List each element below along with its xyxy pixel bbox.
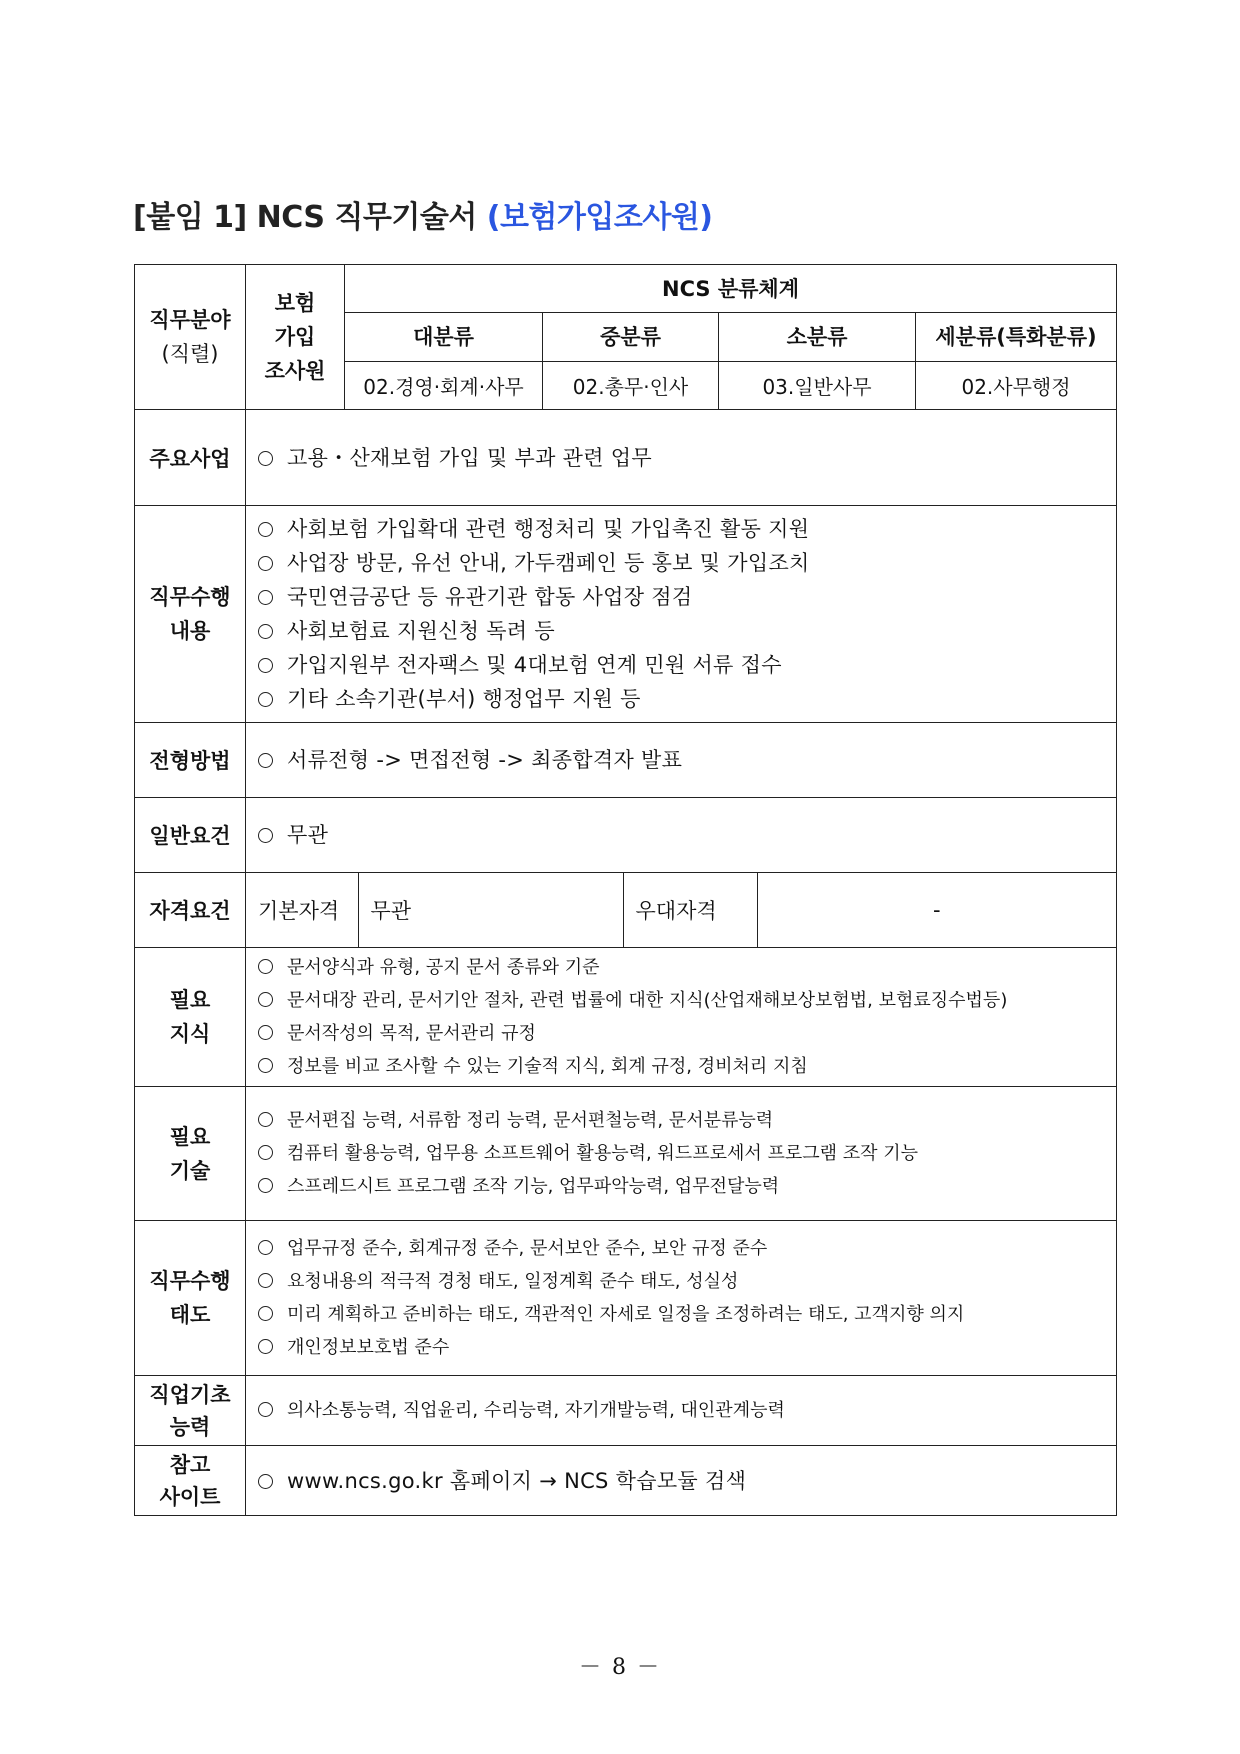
list-item: 사회보험료 지원신청 독려 등 — [258, 614, 1104, 648]
qualification-inner-table — [246, 873, 1116, 947]
main-business-label: 주요사업 — [135, 410, 246, 506]
general-req-label: 일반요건 — [135, 798, 246, 873]
circle-bullet-icon — [258, 692, 273, 707]
pref-qual-value: - — [932, 898, 941, 922]
skills-content — [246, 1087, 1117, 1221]
skills-label — [135, 1087, 246, 1221]
col-major: 대분류 — [345, 313, 543, 362]
circle-bullet-icon — [258, 1025, 273, 1040]
field-label-cell — [135, 265, 246, 410]
list-item: 개인정보보호법 준수 — [258, 1331, 1104, 1364]
circle-bullet-icon — [258, 624, 273, 639]
position-line-1: 보험 — [274, 291, 316, 315]
circle-bullet-icon — [258, 1402, 273, 1417]
circle-bullet-icon — [258, 1178, 273, 1193]
circle-bullet-icon — [258, 1112, 273, 1127]
qualification-label: 자격요건 — [135, 873, 246, 948]
val-middle: 02.총무·인사 — [543, 362, 719, 410]
reference-label — [135, 1446, 246, 1516]
duties-label-2: 내용 — [169, 619, 211, 643]
duties-content — [246, 506, 1117, 723]
circle-bullet-icon — [258, 556, 273, 571]
position-cell — [246, 265, 345, 410]
list-item: 컴퓨터 활용능력, 업무용 소프트웨어 활용능력, 워드프로세서 프로그램 조작 기능 — [258, 1137, 1104, 1170]
circle-bullet-icon — [258, 590, 273, 605]
list-item: 문서양식과 유형, 공지 문서 종류와 기준 — [258, 951, 1104, 984]
col-detail: 세분류(특화분류) — [916, 313, 1117, 362]
circle-bullet-icon — [258, 1306, 273, 1321]
basic-ability-label — [135, 1376, 246, 1446]
list-item: 무관 — [258, 818, 1104, 852]
selection-label: 전형방법 — [135, 723, 246, 798]
circle-bullet-icon — [258, 1240, 273, 1255]
skills-label-1: 필요 — [169, 1124, 211, 1149]
circle-bullet-icon — [258, 828, 273, 843]
list-item: 기타 소속기관(부서) 행정업무 지원 등 — [258, 682, 1104, 716]
knowledge-content — [246, 948, 1117, 1087]
list-item: 정보를 비교 조사할 수 있는 기술적 지식, 회계 규정, 경비처리 지침 — [258, 1050, 1104, 1083]
circle-bullet-icon — [258, 1273, 273, 1288]
attitude-label — [135, 1221, 246, 1376]
reference-label-2: 사이트 — [159, 1484, 221, 1509]
duties-label-1: 직무수행 — [149, 585, 231, 609]
basic-qual-value: 무관 — [358, 873, 623, 947]
knowledge-label — [135, 948, 246, 1087]
circle-bullet-icon — [258, 753, 273, 768]
list-item: 고용・산재보험 가입 및 부과 관련 업무 — [258, 441, 1104, 475]
list-item: 문서대장 관리, 문서기안 절차, 관련 법률에 대한 지식(산업재해보상보험법, 보험료징수법등) — [258, 984, 1104, 1017]
qualification-content — [246, 873, 1117, 948]
circle-bullet-icon — [258, 1339, 273, 1354]
selection-content — [246, 723, 1117, 798]
reference-label-1: 참고 — [169, 1452, 211, 1477]
circle-bullet-icon — [258, 959, 273, 974]
col-minor: 소분류 — [719, 313, 916, 362]
knowledge-label-1: 필요 — [169, 988, 211, 1012]
basic-ability-label-1: 직업기초 — [149, 1382, 231, 1407]
knowledge-label-2: 지식 — [169, 1022, 211, 1046]
val-major: 02.경영·회계·사무 — [345, 362, 543, 410]
ncs-classification-header: NCS 분류체계 — [345, 265, 1117, 313]
job-description-table — [134, 264, 1117, 1516]
circle-bullet-icon — [258, 1145, 273, 1160]
main-business-content — [246, 410, 1117, 506]
circle-bullet-icon — [258, 992, 273, 1007]
basic-qual-label: 기본자격 — [246, 873, 358, 947]
list-item: 사업장 방문, 유선 안내, 가두캠페인 등 홍보 및 가입조치 — [258, 546, 1104, 580]
reference-content — [246, 1446, 1117, 1516]
position-line-2: 가입 — [274, 325, 316, 349]
list-item: www.ncs.go.kr 홈페이지 → NCS 학습모듈 검색 — [258, 1464, 1104, 1498]
list-item: 문서편집 능력, 서류함 정리 능력, 문서편철능력, 문서분류능력 — [258, 1104, 1104, 1137]
list-item: 가입지원부 전자팩스 및 4대보험 연계 민원 서류 접수 — [258, 648, 1104, 682]
attitude-label-2: 태도 — [169, 1303, 211, 1327]
val-detail: 02.사무행정 — [916, 362, 1117, 410]
attitude-content — [246, 1221, 1117, 1376]
circle-bullet-icon — [258, 1474, 273, 1489]
col-middle: 중분류 — [543, 313, 719, 362]
title-prefix: [붙임 1] NCS 직무기술서 — [133, 200, 487, 235]
basic-ability-content — [246, 1376, 1117, 1446]
title-accent: (보험가입조사원) — [486, 200, 713, 235]
document-title — [133, 192, 713, 236]
val-minor: 03.일반사무 — [719, 362, 916, 410]
field-label-2: (직렬) — [161, 342, 219, 366]
skills-label-2: 기술 — [169, 1158, 211, 1183]
circle-bullet-icon — [258, 451, 273, 466]
list-item: 문서작성의 목적, 문서관리 규정 — [258, 1017, 1104, 1050]
list-item: 사회보험 가입확대 관련 행정처리 및 가입촉진 활동 지원 — [258, 512, 1104, 546]
list-item: 서류전형 -> 면접전형 -> 최종합격자 발표 — [258, 743, 1104, 777]
list-item: 요청내용의 적극적 경청 태도, 일정계획 준수 태도, 성실성 — [258, 1265, 1104, 1298]
list-item: 의사소통능력, 직업윤리, 수리능력, 자기개발능력, 대인관계능력 — [258, 1394, 1104, 1427]
list-item: 국민연금공단 등 유관기관 합동 사업장 점검 — [258, 580, 1104, 614]
position-line-3: 조사원 — [264, 359, 326, 383]
circle-bullet-icon — [258, 1058, 273, 1073]
pref-qual-label: 우대자격 — [623, 873, 757, 947]
list-item: 미리 계획하고 준비하는 태도, 객관적인 자세로 일정을 조정하려는 태도, 고객지향 의지 — [258, 1298, 1104, 1331]
duties-label — [135, 506, 246, 723]
page-number: － 8 － — [579, 1655, 661, 1680]
circle-bullet-icon — [258, 522, 273, 537]
field-label-1: 직무분야 — [149, 308, 231, 332]
basic-ability-label-2: 능력 — [169, 1414, 211, 1439]
list-item: 스프레드시트 프로그램 조작 기능, 업무파악능력, 업무전달능력 — [258, 1170, 1104, 1203]
list-item: 업무규정 준수, 회계규정 준수, 문서보안 준수, 보안 규정 준수 — [258, 1232, 1104, 1265]
attitude-label-1: 직무수행 — [149, 1269, 231, 1293]
circle-bullet-icon — [258, 658, 273, 673]
general-req-content — [246, 798, 1117, 873]
